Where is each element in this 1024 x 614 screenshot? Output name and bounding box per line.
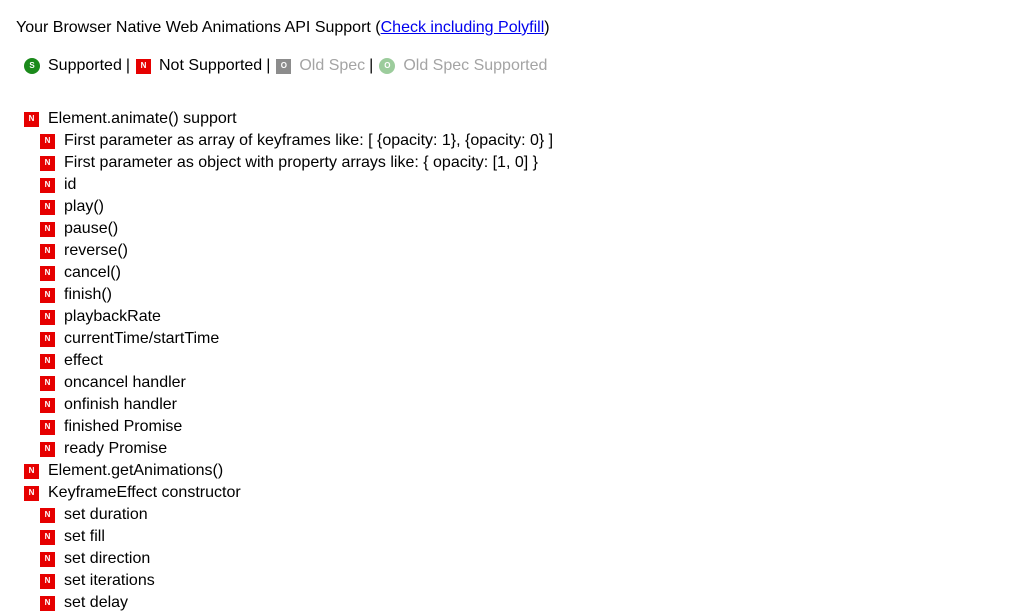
not-supported-icon: N — [40, 178, 55, 193]
feature-label: First parameter as array of keyframes like: [ {opacity: 1}, {opacity: 0} ] — [64, 132, 554, 149]
not-supported-icon: N — [40, 530, 55, 545]
feature-label: set iterations — [64, 572, 155, 589]
feature-label: onfinish handler — [64, 396, 177, 413]
feature-row — [24, 174, 553, 196]
legend-supported — [24, 57, 122, 75]
feature-row — [24, 570, 553, 592]
supported-icon: S — [24, 58, 40, 74]
legend-supported-label: Supported — [48, 57, 122, 74]
feature-row — [24, 328, 553, 350]
feature-label: Element.animate() support — [48, 110, 237, 127]
feature-label: pause() — [64, 220, 119, 237]
legend — [24, 55, 547, 77]
not-supported-icon: N — [40, 596, 55, 611]
feature-label: set duration — [64, 506, 148, 523]
check-polyfill-link[interactable]: Check including Polyfill — [380, 19, 545, 36]
old-spec-icon: O — [276, 59, 291, 74]
legend-old-spec-label: Old Spec — [299, 57, 366, 74]
feature-row — [24, 262, 553, 284]
feature-label: set fill — [64, 528, 105, 545]
not-supported-icon: N — [24, 486, 39, 501]
not-supported-icon: N — [40, 222, 55, 237]
legend-separator: | — [125, 57, 130, 74]
not-supported-icon: N — [40, 354, 55, 369]
feature-row — [24, 240, 553, 262]
not-supported-icon: N — [24, 464, 39, 479]
feature-row — [24, 196, 553, 218]
feature-row — [24, 482, 553, 504]
feature-row — [24, 592, 553, 614]
feature-row — [24, 108, 553, 130]
not-supported-icon: N — [40, 266, 55, 281]
feature-row — [24, 284, 553, 306]
feature-label: effect — [64, 352, 103, 369]
not-supported-icon: N — [40, 552, 55, 567]
feature-row — [24, 526, 553, 548]
feature-row — [24, 504, 553, 526]
not-supported-icon: N — [40, 442, 55, 457]
feature-label: reverse() — [64, 242, 129, 259]
feature-row — [24, 130, 553, 152]
not-supported-icon: N — [136, 59, 151, 74]
not-supported-icon: N — [40, 398, 55, 413]
not-supported-icon: N — [40, 244, 55, 259]
not-supported-icon: N — [40, 134, 55, 149]
feature-row — [24, 152, 553, 174]
not-supported-icon: N — [24, 112, 39, 127]
not-supported-icon: N — [40, 574, 55, 589]
feature-label: First parameter as object with property arrays like: { opacity: [1, 0] } — [64, 154, 538, 171]
page-title-text: Your Browser Native Web Animations API Support ( — [16, 19, 381, 36]
feature-label: cancel() — [64, 264, 121, 281]
old-spec-supported-icon: O — [379, 58, 395, 74]
feature-label: KeyframeEffect constructor — [48, 484, 241, 501]
feature-row — [24, 394, 553, 416]
feature-row — [24, 438, 553, 460]
feature-label: playbackRate — [64, 308, 161, 325]
not-supported-icon: N — [40, 332, 55, 347]
legend-not-supported-label: Not Supported — [159, 57, 263, 74]
legend-old-spec — [276, 57, 365, 75]
feature-row — [24, 372, 553, 394]
feature-label: play() — [64, 198, 105, 215]
feature-row — [24, 350, 553, 372]
not-supported-icon: N — [40, 508, 55, 523]
legend-old-spec-supported-label: Old Spec Supported — [403, 57, 548, 74]
not-supported-icon: N — [40, 310, 55, 325]
not-supported-icon: N — [40, 420, 55, 435]
legend-old-spec-supported — [379, 57, 547, 75]
legend-separator: | — [266, 57, 271, 74]
legend-separator: | — [369, 57, 374, 74]
feature-label: set delay — [64, 594, 129, 611]
legend-not-supported — [136, 57, 262, 75]
page-title — [16, 18, 550, 38]
feature-label: finish() — [64, 286, 113, 303]
feature-label: oncancel handler — [64, 374, 186, 391]
feature-label: Element.getAnimations() — [48, 462, 224, 479]
not-supported-icon: N — [40, 288, 55, 303]
feature-row — [24, 548, 553, 570]
feature-label: id — [64, 176, 77, 193]
feature-list — [24, 108, 553, 614]
not-supported-icon: N — [40, 200, 55, 215]
feature-row — [24, 416, 553, 438]
feature-label: set direction — [64, 550, 151, 567]
not-supported-icon: N — [40, 376, 55, 391]
feature-label: currentTime/startTime — [64, 330, 220, 347]
not-supported-icon: N — [40, 156, 55, 171]
feature-row — [24, 218, 553, 240]
feature-row — [24, 460, 553, 482]
feature-label: finished Promise — [64, 418, 183, 435]
feature-row — [24, 306, 553, 328]
page-title-suffix: ) — [544, 19, 550, 36]
feature-label: ready Promise — [64, 440, 168, 457]
